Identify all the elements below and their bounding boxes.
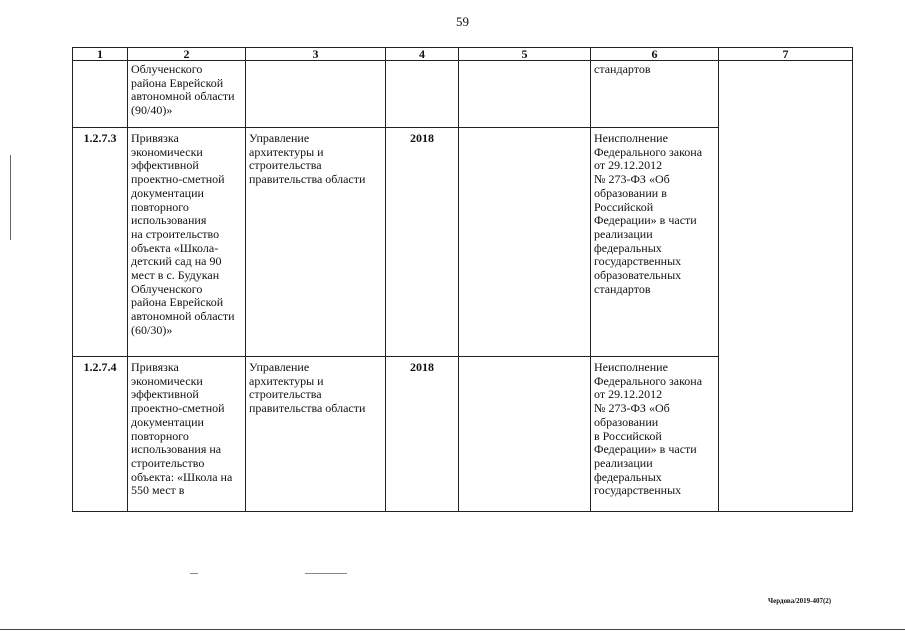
scan-margin-mark	[10, 155, 11, 240]
risk-description: Неисполнение Федерального закона от 29.12.2012 № 273-ФЗ «Об образовании в Российской Федерации» в части реализации федеральных государственных образовательных стандартов	[591, 128, 719, 357]
column-7-cell	[719, 61, 853, 512]
row-number: 1.2.7.3	[73, 128, 128, 357]
column-header: 1	[73, 48, 128, 61]
measure-name: Облученского района Еврейской автономной области (90/40)»	[128, 61, 246, 128]
scan-artifact	[305, 573, 347, 574]
table-header-row	[73, 48, 853, 61]
column-header: 7	[719, 48, 853, 61]
page-bottom-edge	[0, 629, 905, 630]
column-header: 2	[128, 48, 246, 61]
executor: Управление архитектуры и строительства правительства области	[246, 128, 386, 357]
column-header: 6	[591, 48, 719, 61]
row-number	[73, 61, 128, 128]
column-header: 5	[459, 48, 591, 61]
year	[386, 61, 459, 128]
year: 2018	[386, 357, 459, 512]
table-row	[73, 61, 853, 128]
page-number: 59	[456, 14, 469, 29]
executor	[246, 61, 386, 128]
column-5-cell	[459, 128, 591, 357]
measure-name: Привязка экономически эффективной проектно-сметной документации повторного использования на строительство объекта «Школа- детский сад на 90 мест в с. Будукан Облученского района Еврейской автономной области (60/30)»	[128, 128, 246, 357]
footer-document-code: Чердова/2019-407(2)	[768, 597, 832, 605]
column-header: 3	[246, 48, 386, 61]
row-number: 1.2.7.4	[73, 357, 128, 512]
executor: Управление архитектуры и строительства правительства области	[246, 357, 386, 512]
year: 2018	[386, 128, 459, 357]
measures-table	[72, 47, 853, 512]
column-5-cell	[459, 357, 591, 512]
risk-description: Неисполнение Федерального закона от 29.12.2012 № 273-ФЗ «Об образовании в Российской Федерации» в части реализации федеральных государственных	[591, 357, 719, 512]
column-header: 4	[386, 48, 459, 61]
scan-artifact	[190, 573, 198, 574]
risk-description: стандартов	[591, 61, 719, 128]
measure-name: Привязка экономически эффективной проектно-сметной документации повторного использования на строительство объекта: «Школа на 550 мест в	[128, 357, 246, 512]
column-5-cell	[459, 61, 591, 128]
